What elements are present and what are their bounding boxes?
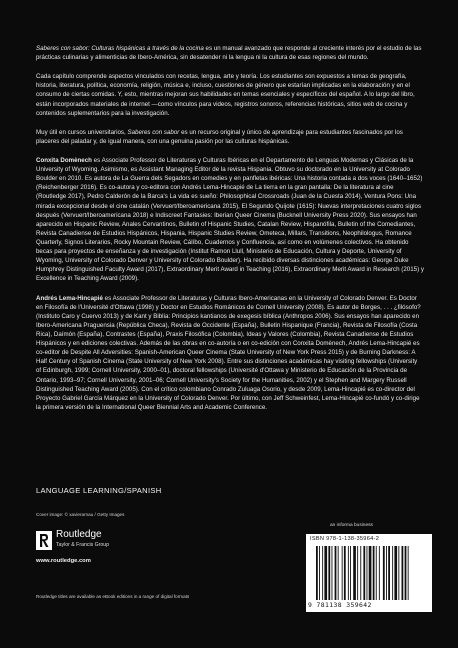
ebook-note: Routledge titles are available as eBook editions in a range of digital formats bbox=[36, 594, 190, 599]
book-title-inline: Saberes con sabor bbox=[127, 128, 180, 136]
publisher-name: Routledge bbox=[56, 529, 102, 540]
back-cover-text bbox=[36, 44, 424, 422]
author-name-lema: Andrés Lema-Hincapié bbox=[36, 294, 103, 302]
author-bio-lema bbox=[36, 294, 424, 412]
cover-image-credit: Cover image: © xavierarnau / Getty Images bbox=[36, 512, 125, 517]
barcode-bars bbox=[316, 546, 424, 600]
author-bio-text-lema: es Associate Professor de Literaturas y Culturas Ibero-Americanas en la University of Colorado Denver. Es Doctor en Filosofía de l'Université d'Ottawa (1998) y Doctor en Estudios Románicos de Cornell University (2008). Es autor de Borges, . . . ¿filósofo? (Instituto Caro y Cuervo 2013) y de Kant y Biblia: Principios kantianos de exegesis bíblica (Anthropos 2006). Sus ensayos han aparecido en Ibero-Americana Praguensia (República Checa), Revista de Occidente (España), Bulletin Hispanique (Francia), Revista de Filosofía (Costa Rica), Daímón (España), Contrastes (España), Praxis Filosófica (Colombia), Ideas y Valores (Colombia), Revista Canadiense de Estudios Hispánicos y en ediciones colectivas. Además de las obras en co-autoría o en co-edición con Conxita Domènech, Andrés Lema-Hincapié es co-editor de Despite All Adversities: Spanish-American Queer Cinema (State University of New York Press 2015) y de Burning Darkness: A Half Century of Spanish Cinema (State University of New York 2008). Entre sus distinciones académicas hay visiting fellowships (University of Edinburgh, 1999; Cornell University, 2000–01), doctoral fellowships (Université d'Ottawa y Ministerio de Educación de la Provincia de Ontario, 1993–97; Cornell University, 2001–06; Cornell University's Society for the Humanities, 2002) y el Stephen and Margery Russell Distinguished Teaching Award (2005). Con el crítico colombiano Conrado Zuluaga Osorio, y desde 2009, Lema-Hincapié es co-director del Proyecto Gabriel García Márquez en la University of Colorado Denver. Por último, con Jeff Schweinfest, Lema-Hincapié co-fundó y co-dirige la primera versión de la International Queer Biennial Arts and Academic Conference. bbox=[36, 294, 421, 411]
intro-paragraph bbox=[36, 44, 424, 62]
informa-business-label: an informa business bbox=[330, 523, 373, 528]
author-bio-text-domenech: es Associate Professor de Literaturas y Culturas Ibéricas en el Departamento de Lenguas Modernas y Clásicas de la University of Wyoming. Asimismo, es Assistant Managing Editor de la revista Hispania. Obtuvo su doctorado en la University at Colorado Boulder en 2010. Es autora de La Guerra dels Segadors en comedies y en panfletas ibéricas: Una historia contada a dos voces (1640–1652) (Reichenberger 2016). Es co-autora y co-editora con Andrés Lema-Hincapié de La tierra en la gran pantalla: De la literatura al cine (Routledge 2017), Pedro Calderón de la Barca's La vida es sueño: Philosophical Crossroads (Juan de la Cuesta 2014), Ventura Pons: Una mirada excepcional desde el cine catalán (Vervuert/Iberoamericana 2015), El Segundo Quijote (1615): Nuevas interpretaciones cuatro siglos después (Vervuert/Iberoamericana 2018) e Indiscreet Fantasies: Iberian Queer Cinema (Bucknell University Press 2020). Sus ensayos han aparecido en Hispanic Review, Anales Cervantinos, Bulletin of Hispanic Studies, Catalan Review, Hispanófila, Bulletin of the Comediantes, Revista Canadiense de Estudios Hispánicos, Hispania, Hispanic Studies Review, Ometeca, Millars, Transitions, Neophilologus, Romance Quarterly, Signos Literarios, Rocky Mountain Review, Cálíbo, Cuadernos y Confluencia, así como en volúmenes colectivos. Ha obtenido becas para proyectos de enseñanza y de investigación (Institut Ramon Llull, Ministerio de Educación, Cultura y Deporte, University of Wyoming, University of Colorado Denver y University of Colorado Boulder). Ha recibido diversas distinciones académicas: George Duke Humphrey Distinguished Faculty Award (2017), Extraordinary Merit Award in Teaching (2016), Extraordinary Merit Award in Research (2015) y Excellence in Teaching Award (2009). bbox=[36, 156, 424, 283]
isbn-label: ISBN 978-1-138-35964-2 bbox=[310, 536, 380, 542]
subject-category: LANGUAGE LEARNING/SPANISH bbox=[36, 486, 162, 495]
intro-text: es un manual avanzado que responde al creciente interés por el estudio de las prácticas culinarias y alimenticias de Ibero-América, sin desatender ni la lengua ni la cultura de esas regiones del mundo. bbox=[36, 45, 422, 62]
author-name-domenech: Conxita Domènech bbox=[36, 156, 92, 164]
isbn-barcode bbox=[306, 534, 432, 612]
publisher-website[interactable]: www.routledge.com bbox=[36, 558, 91, 564]
author-bio-domenech bbox=[36, 156, 424, 284]
publisher-block bbox=[36, 528, 196, 572]
publisher-group: Taylor & Francis Group bbox=[56, 542, 110, 548]
routledge-logo-icon bbox=[36, 531, 52, 550]
usefulness-paragraph: Muy útil en cursos universitarios, Saberes con sabor es un recurso original y único de aprendizaje para estudiantes fascinados por los placeres del paladar y, de igual manera, con una genuina pasión por las culturas hispánicas. bbox=[36, 128, 403, 145]
chapters-paragraph: Cada capítulo comprende aspectos vinculados con recetas, lengua, arte y teoría. Los estudiantes son expuestos a temas de geografía, historia, literatura, política, economía, religión, música e, incluso, cuestiones de género que estarían implicadas en la elaboración y en el consumo de ciertas comidas. Y, esto, mientras mejoran sus habilidades en temas esenciales y específicos del español. A lo largo del libro, están incorporados materiales de internet —como vínculos para videos, registros sonoros, referencias históricas, sitios web de cocina y contenidos suplementarios para la investigación. bbox=[36, 73, 415, 117]
isbn-digits: 9 781138 359642 bbox=[308, 601, 372, 609]
book-title: Saberes con sabor: Culturas hispánicas a través de la cocina bbox=[36, 45, 204, 52]
